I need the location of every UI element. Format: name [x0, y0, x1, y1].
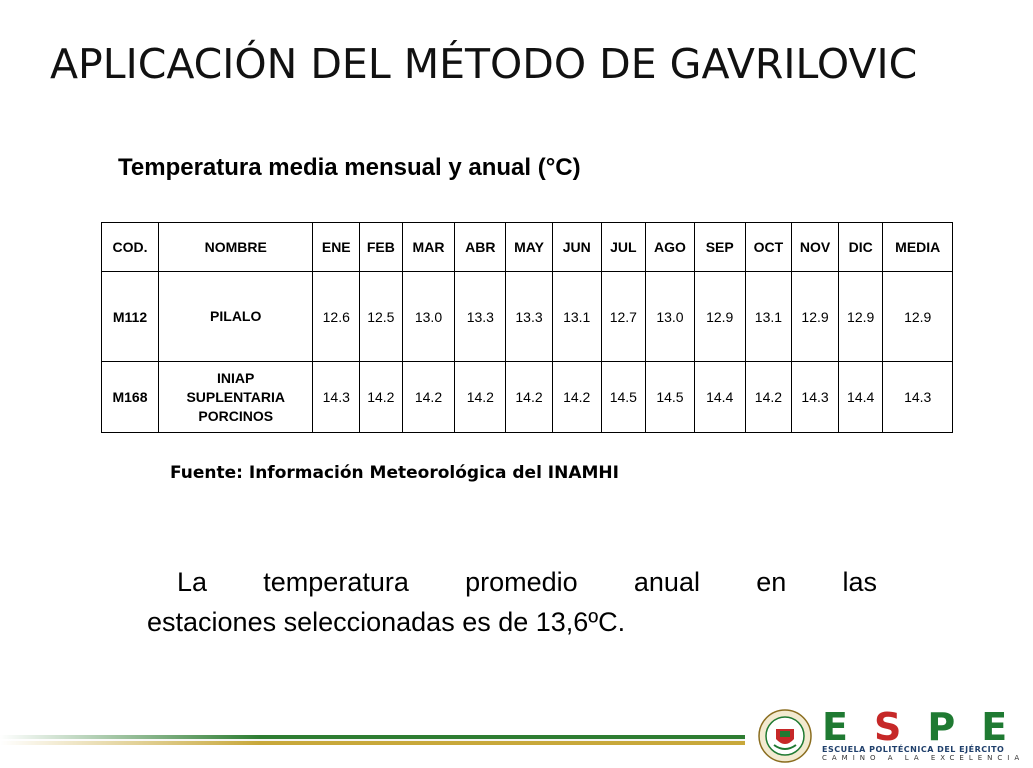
- summary-paragraph: [147, 562, 877, 642]
- value-ene: 14.3: [313, 362, 360, 433]
- value-oct: 14.2: [745, 362, 792, 433]
- value-dic: 14.4: [838, 362, 883, 433]
- source-note: Fuente: Información Meteorológica del INAMHI: [170, 463, 619, 483]
- station-name-line: SUPLENTARIA: [186, 388, 285, 405]
- value-media: 14.3: [883, 362, 953, 433]
- value-sep: 14.4: [694, 362, 745, 433]
- value-ago: 14.5: [646, 362, 695, 433]
- value-jun: 13.1: [552, 272, 601, 362]
- footer-stripe: [0, 735, 745, 745]
- value-abr: 14.2: [455, 362, 506, 433]
- station-code: M168: [102, 362, 159, 433]
- value-dic: 12.9: [838, 272, 883, 362]
- temperature-table: [101, 222, 953, 433]
- paragraph-word: las: [842, 567, 877, 597]
- header-dic: DIC: [838, 223, 883, 272]
- header-jun: JUN: [552, 223, 601, 272]
- header-abr: ABR: [455, 223, 506, 272]
- header-sep: SEP: [694, 223, 745, 272]
- value-may: 13.3: [506, 272, 553, 362]
- espe-wordmark: [822, 707, 1033, 762]
- header-mar: MAR: [402, 223, 455, 272]
- value-nov: 14.3: [792, 362, 839, 433]
- table-row: [102, 272, 953, 362]
- value-feb: 12.5: [360, 272, 402, 362]
- value-ago: 13.0: [646, 272, 695, 362]
- paragraph-word: temperatura: [263, 567, 409, 597]
- paragraph-line-2: estaciones seleccionadas es de 13,6ºC.: [147, 607, 626, 637]
- university-seal-icon: [758, 709, 812, 763]
- paragraph-word: promedio: [465, 567, 578, 597]
- station-name: [159, 362, 313, 433]
- table-caption: Temperatura media mensual y anual (°C): [118, 154, 581, 181]
- value-ene: 12.6: [313, 272, 360, 362]
- value-mar: 14.2: [402, 362, 455, 433]
- station-code: M112: [102, 272, 159, 362]
- station-name-line: INIAP: [217, 369, 255, 386]
- value-mar: 13.0: [402, 272, 455, 362]
- value-may: 14.2: [506, 362, 553, 433]
- header-ene: ENE: [313, 223, 360, 272]
- value-media: 12.9: [883, 272, 953, 362]
- value-jul: 14.5: [601, 362, 646, 433]
- espe-letters: ESPE: [822, 705, 1033, 749]
- paragraph-line-1: [147, 562, 877, 602]
- espe-motto: CAMINO A LA EXCELENCIA: [822, 754, 1025, 762]
- header-nov: NOV: [792, 223, 839, 272]
- slide-title: APLICACIÓN DEL MÉTODO DE GAVRILOVIC: [50, 40, 918, 88]
- header-oct: OCT: [745, 223, 792, 272]
- station-name: [159, 272, 313, 362]
- table-header-row: [102, 223, 953, 272]
- value-nov: 12.9: [792, 272, 839, 362]
- station-name-line: PORCINOS: [198, 407, 274, 424]
- station-name-line: PILALO: [210, 308, 262, 324]
- table-row: [102, 362, 953, 433]
- paragraph-word: La: [177, 567, 208, 597]
- value-abr: 13.3: [455, 272, 506, 362]
- header-cod: COD.: [102, 223, 159, 272]
- header-ago: AGO: [646, 223, 695, 272]
- header-may: MAY: [506, 223, 553, 272]
- header-nombre: NOMBRE: [159, 223, 313, 272]
- value-feb: 14.2: [360, 362, 402, 433]
- paragraph-word: en: [756, 567, 787, 597]
- espe-logo: [752, 705, 1033, 768]
- espe-institution-name: ESCUELA POLITÉCNICA DEL EJÉRCITO: [822, 745, 1005, 754]
- paragraph-word: anual: [633, 567, 700, 597]
- value-jul: 12.7: [601, 272, 646, 362]
- header-feb: FEB: [360, 223, 402, 272]
- header-jul: JUL: [601, 223, 646, 272]
- value-sep: 12.9: [694, 272, 745, 362]
- value-jun: 14.2: [552, 362, 601, 433]
- value-oct: 13.1: [745, 272, 792, 362]
- header-media: MEDIA: [883, 223, 953, 272]
